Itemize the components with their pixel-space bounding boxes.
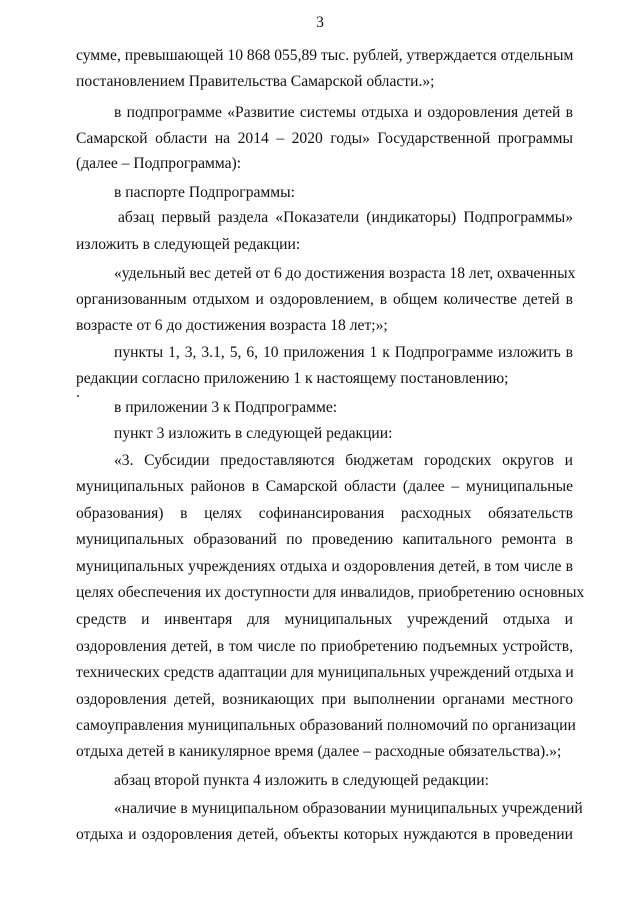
text-line: возрасте от 6 до достижения возраста 18 лет;»; xyxy=(76,317,388,334)
text-line: в приложении 3 к Подпрограмме: xyxy=(114,399,338,416)
text-line: отдыха и оздоровления детей, объекты которых нуждаются в проведении xyxy=(76,826,573,843)
text-line: оздоровления детей, возникающих при выполнении органами местного xyxy=(76,691,573,708)
text-line: самоуправления муниципальных образований полномочий по организации xyxy=(76,717,576,734)
text-line: образования) в целях софинансирования расходных обязательств xyxy=(76,505,573,522)
text-line: организованным отдыхом и оздоровлением, в общем количестве детей в xyxy=(76,291,573,308)
text-line: пункт 3 изложить в следующей редакции: xyxy=(114,425,393,442)
text-line: муниципальных образований по проведению капитального ремонта в xyxy=(76,531,573,548)
text-line: абзац второй пункта 4 изложить в следующей редакции: xyxy=(114,772,489,789)
text-line: муниципальных учреждениях отдыха и оздоровления детей, в том числе в xyxy=(76,558,573,575)
text-line: в подпрограмме «Развитие системы отдыха и оздоровления детей в xyxy=(114,104,573,121)
text-line: постановлением Правительства Самарской области.»; xyxy=(76,73,435,90)
text-line: «наличие в муниципальном образовании муниципальных учреждений xyxy=(114,800,583,817)
text-line: муниципальных районов в Самарской области (далее – муниципальные xyxy=(76,478,573,495)
text-line: «удельный вес детей от 6 до достижения возраста 18 лет, охваченных xyxy=(114,265,576,282)
scan-speck xyxy=(77,395,79,397)
text-line: «3. Субсидии предоставляются бюджетам городских округов и xyxy=(114,452,573,469)
text-line: технических средств адаптации для муниципальных учреждений отдыха и xyxy=(76,664,574,681)
text-line: средств и инвентаря для муниципальных учреждений отдыха и xyxy=(76,611,573,628)
text-line: абзац первый раздела «Показатели (индикаторы) Подпрограммы» xyxy=(118,209,573,226)
text-line: целях обеспечения их доступности для инвалидов, приобретению основных xyxy=(76,584,585,601)
text-line: отдыха детей в каникулярное время (далее – расходные обязательства).»; xyxy=(76,743,562,760)
text-line: оздоровления детей, в том числе по приобретению подъемных устройств, xyxy=(76,638,573,655)
text-line: Самарской области на 2014 – 2020 годы» Государственной программы xyxy=(76,130,573,147)
text-line: (далее – Подпрограмма): xyxy=(76,155,242,172)
text-line: пункты 1, 3, 3.1, 5, 6, 10 приложения 1 к Подпрограмме изложить в xyxy=(114,344,573,361)
page-number: 3 xyxy=(316,14,324,31)
text-line: сумме, превышающей 10 868 055,89 тыс. рублей, утверждается отдельным xyxy=(76,47,574,64)
text-line: изложить в следующей редакции: xyxy=(76,236,301,253)
text-line: редакции согласно приложению 1 к настоящему постановлению; xyxy=(76,370,509,387)
text-line: в паспорте Подпрограммы: xyxy=(114,184,295,201)
